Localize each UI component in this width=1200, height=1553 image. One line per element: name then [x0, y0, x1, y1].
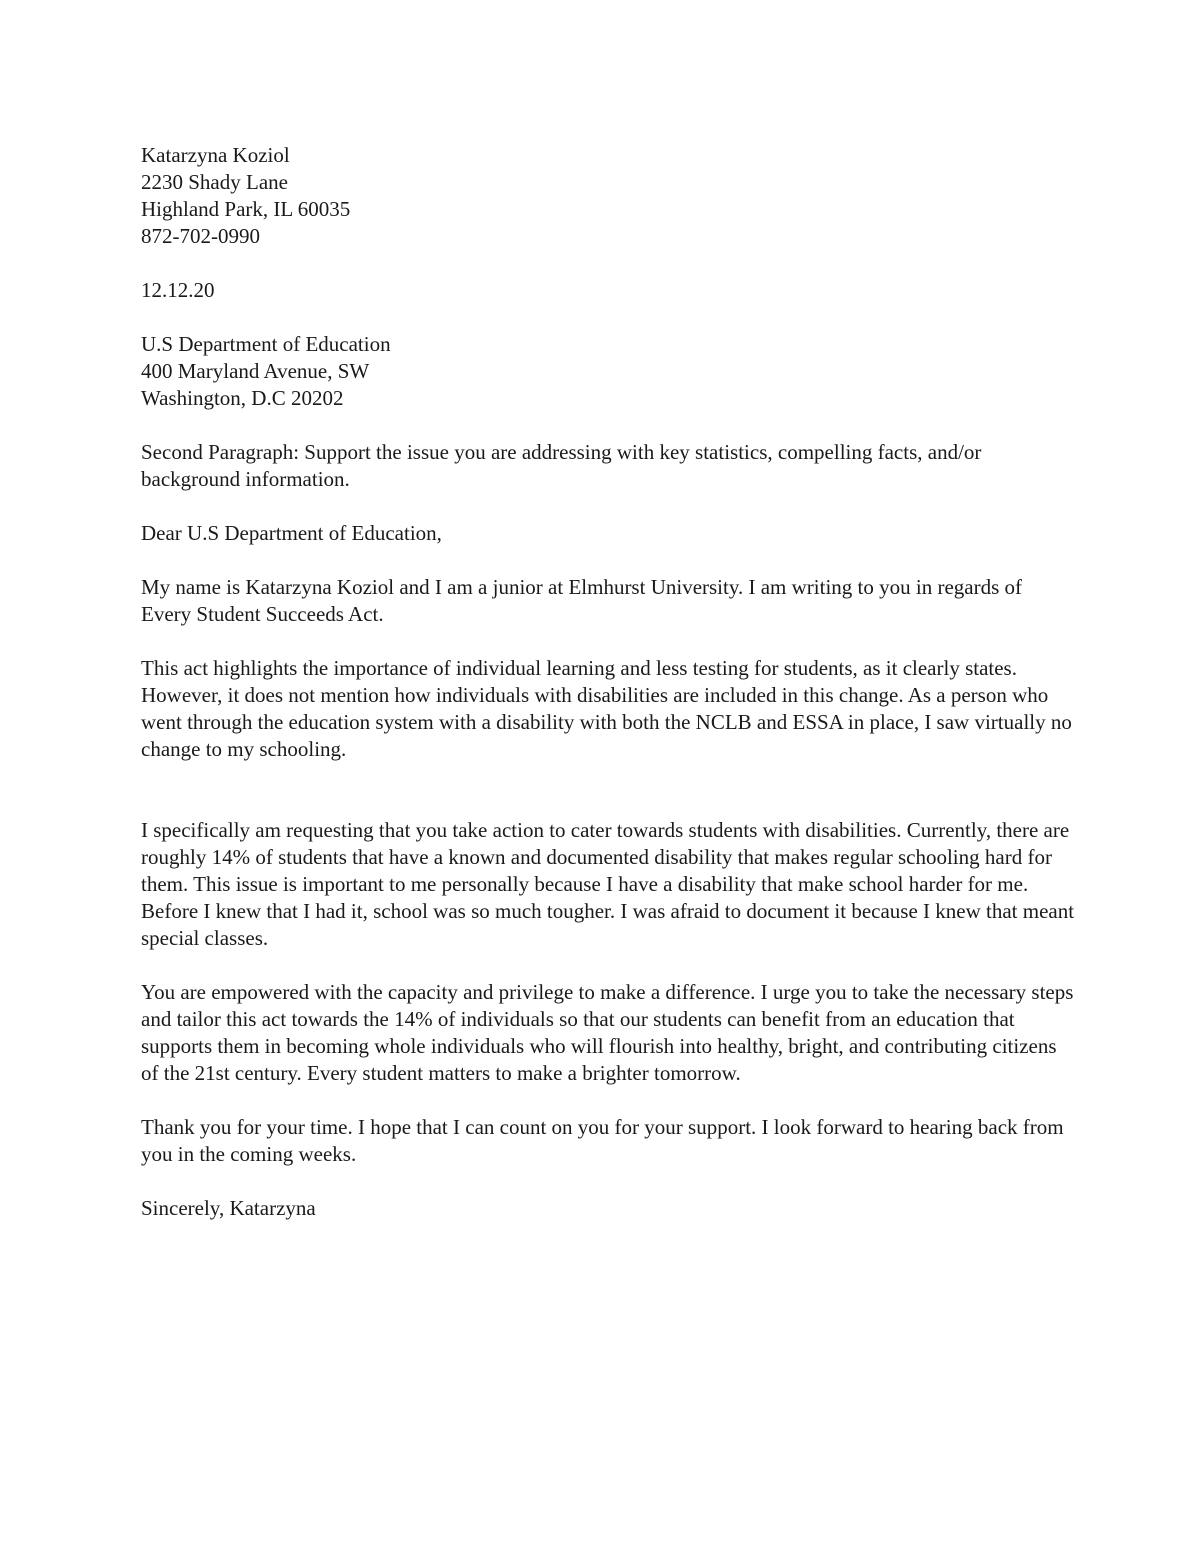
letter-date: 12.12.20 — [141, 278, 215, 302]
closing-signature: Sincerely, Katarzyna — [141, 1196, 316, 1220]
body-paragraph-context: This act highlights the importance of individual learning and less testing for students, as it clearly states. However, it does not mention how individuals with disabilities are included in this change. As a person who went through the education system with a disability with both the NCLB and ESSA in place, I saw virtually no change to my schooling. — [141, 656, 1072, 761]
sender-city-state-zip: Highland Park, IL 60035 — [141, 197, 351, 221]
sender-phone: 872-702-0990 — [141, 224, 260, 248]
letter-date-block — [141, 277, 1076, 304]
body-paragraph-request: I specifically am requesting that you take action to cater towards students with disabilities. Currently, there are roughly 14% of students that have a known and documented disability that makes regular schooling hard for them. This issue is important to me personally because I have a disability that make school harder for me. Before I knew that I had it, school was so much tougher. I was afraid to document it because I knew that meant special classes. — [141, 818, 1075, 950]
sender-name: Katarzyna Koziol — [141, 143, 290, 167]
letter-body — [141, 142, 1076, 1249]
recipient-name: U.S Department of Education — [141, 332, 391, 356]
body-paragraph-thanks: Thank you for your time. I hope that I can count on you for your support. I look forward to hearing back from you in the coming weeks. — [141, 1115, 1064, 1166]
salutation: Dear U.S Department of Education, — [141, 521, 442, 545]
recipient-street: 400 Maryland Avenue, SW — [141, 359, 370, 383]
recipient-city-state-zip: Washington, D.C 20202 — [141, 386, 344, 410]
sender-street: 2230 Shady Lane — [141, 170, 288, 194]
recipient-address — [141, 331, 1076, 412]
body-paragraph-intro: My name is Katarzyna Koziol and I am a junior at Elmhurst University. I am writing to you in regards of Every Student Succeeds Act. — [141, 575, 1023, 626]
template-note: Second Paragraph: Support the issue you are addressing with key statistics, compelling facts, and/or background information. — [141, 440, 982, 491]
sender-address — [141, 142, 1076, 250]
body-paragraph-call-to-action: You are empowered with the capacity and privilege to make a difference. I urge you to take the necessary steps and tailor this act towards the 14% of individuals so that our students can benefit from an education that supports them in becoming whole individuals who will flourish into healthy, bright, and contributing citizens of the 21st century. Every student matters to make a brighter tomorrow. — [141, 980, 1074, 1085]
